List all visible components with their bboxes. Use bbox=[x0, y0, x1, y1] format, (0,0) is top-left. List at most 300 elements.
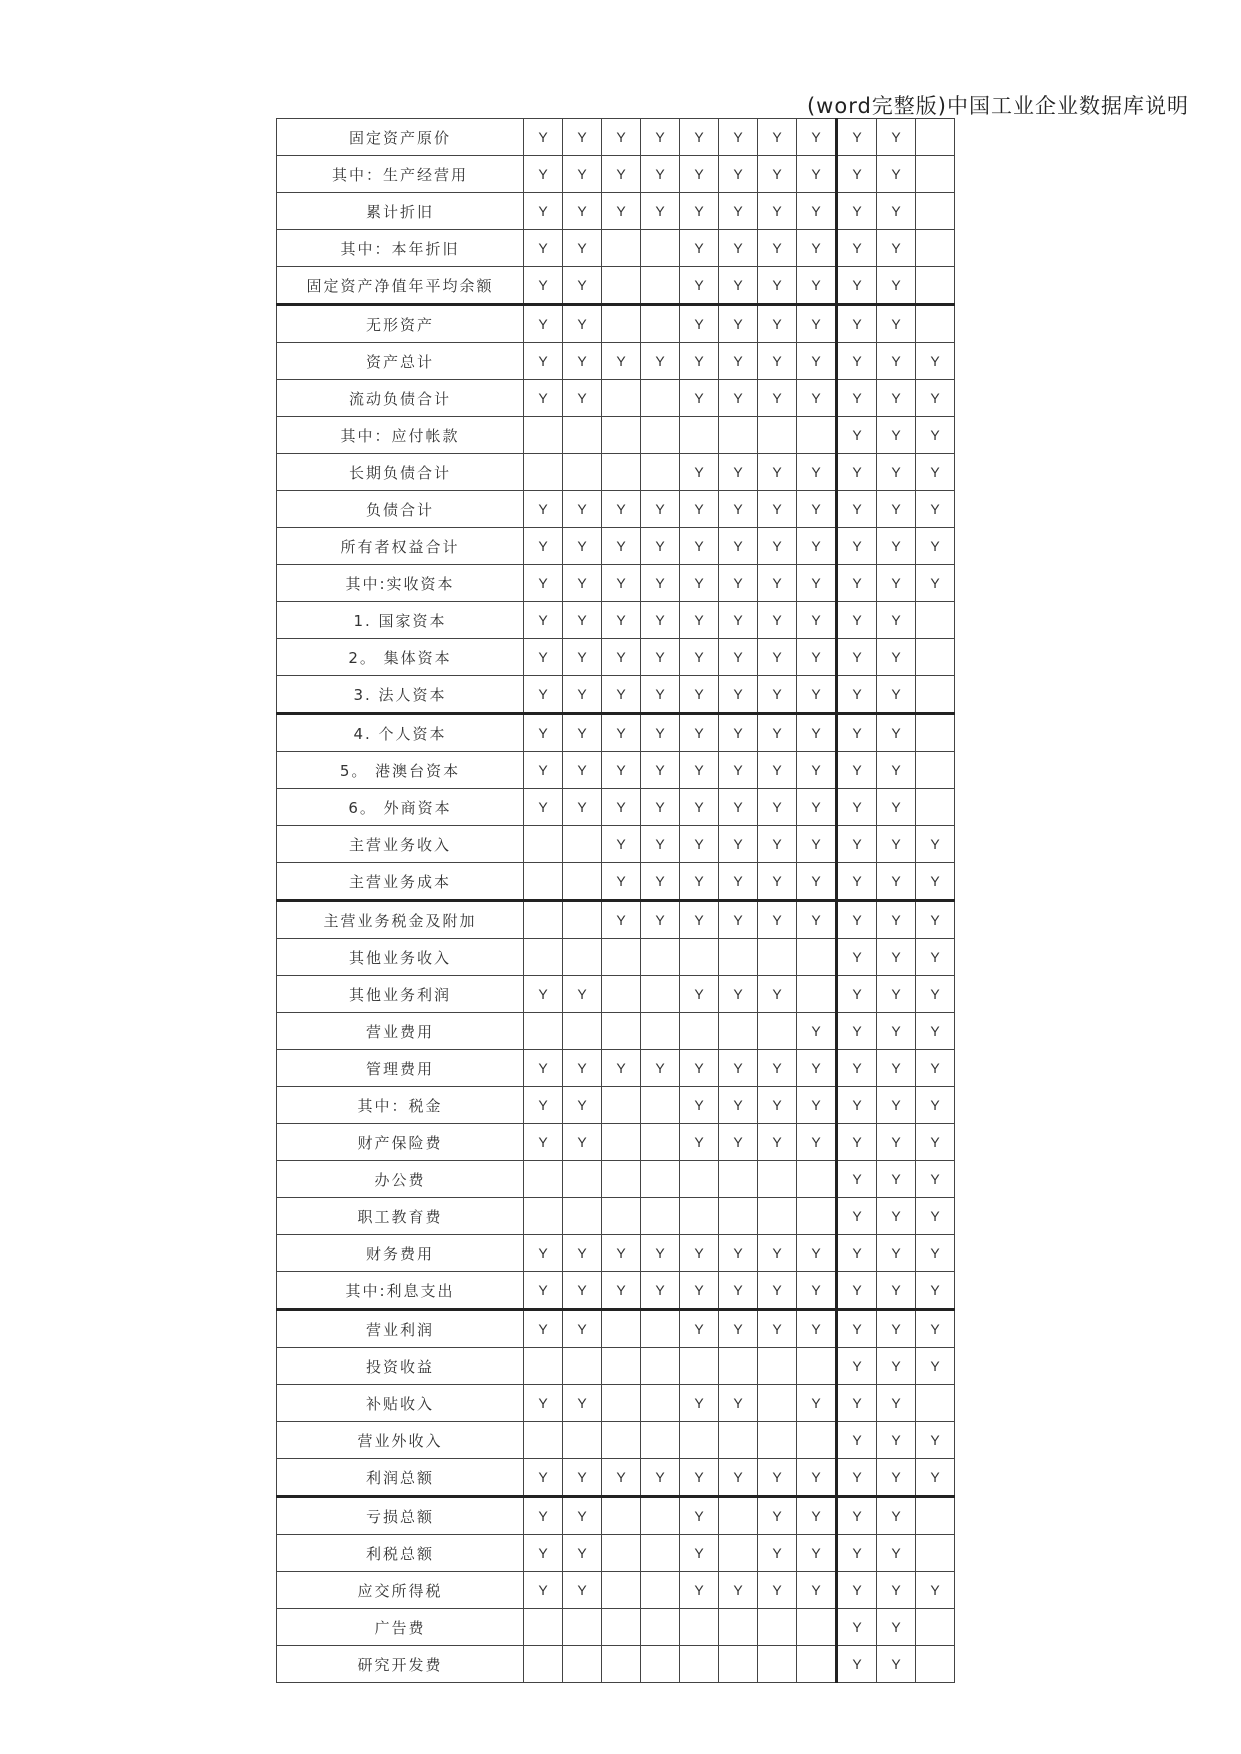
table-row bbox=[277, 528, 955, 565]
flag-cell bbox=[758, 1198, 797, 1235]
table-row bbox=[277, 156, 955, 193]
flag-cell bbox=[602, 1535, 641, 1572]
table-row bbox=[277, 1013, 955, 1050]
flag-cell bbox=[524, 1161, 563, 1198]
flag-cell: Y bbox=[680, 1572, 719, 1609]
flag-cell: Y bbox=[877, 1050, 916, 1087]
row-label: 研究开发费 bbox=[277, 1646, 524, 1683]
flag-cell: Y bbox=[877, 1087, 916, 1124]
flag-cell bbox=[641, 1124, 680, 1161]
flag-cell: Y bbox=[680, 1124, 719, 1161]
flag-cell bbox=[524, 1646, 563, 1683]
table-row bbox=[277, 1348, 955, 1385]
table-row bbox=[277, 676, 955, 714]
flag-cell: Y bbox=[837, 1310, 877, 1348]
flag-cell: Y bbox=[877, 863, 916, 901]
flag-cell: Y bbox=[680, 1087, 719, 1124]
flag-cell bbox=[758, 1609, 797, 1646]
flag-cell: Y bbox=[602, 901, 641, 939]
flag-cell: Y bbox=[916, 826, 955, 863]
flag-cell: Y bbox=[797, 1310, 837, 1348]
flag-cell: Y bbox=[719, 156, 758, 193]
row-label: 利税总额 bbox=[277, 1535, 524, 1572]
flag-cell: Y bbox=[877, 528, 916, 565]
flag-cell bbox=[602, 417, 641, 454]
flag-cell: Y bbox=[797, 343, 837, 380]
row-label: 其中:实收资本 bbox=[277, 565, 524, 602]
flag-cell: Y bbox=[563, 343, 602, 380]
flag-cell: Y bbox=[877, 343, 916, 380]
flag-cell bbox=[563, 454, 602, 491]
flag-cell: Y bbox=[524, 1535, 563, 1572]
flag-cell bbox=[916, 119, 955, 156]
flag-cell: Y bbox=[758, 826, 797, 863]
flag-cell bbox=[916, 1385, 955, 1422]
flag-cell: Y bbox=[563, 714, 602, 752]
row-label: 长期负债合计 bbox=[277, 454, 524, 491]
flag-cell bbox=[797, 1161, 837, 1198]
table-row bbox=[277, 1161, 955, 1198]
flag-cell: Y bbox=[877, 454, 916, 491]
flag-cell bbox=[563, 939, 602, 976]
flag-cell: Y bbox=[719, 1310, 758, 1348]
flag-cell: Y bbox=[797, 119, 837, 156]
flag-cell: Y bbox=[719, 380, 758, 417]
flag-cell: Y bbox=[563, 1310, 602, 1348]
flag-cell: Y bbox=[602, 1235, 641, 1272]
row-label: 办公费 bbox=[277, 1161, 524, 1198]
flag-cell bbox=[916, 789, 955, 826]
row-label: 广告费 bbox=[277, 1609, 524, 1646]
flag-cell bbox=[680, 1422, 719, 1459]
flag-cell: Y bbox=[837, 1161, 877, 1198]
flag-cell: Y bbox=[797, 676, 837, 714]
flag-cell: Y bbox=[602, 1050, 641, 1087]
flag-cell bbox=[524, 1013, 563, 1050]
flag-cell: Y bbox=[563, 976, 602, 1013]
flag-cell bbox=[641, 1198, 680, 1235]
flag-cell: Y bbox=[719, 119, 758, 156]
flag-cell: Y bbox=[641, 565, 680, 602]
flag-cell: Y bbox=[877, 1348, 916, 1385]
flag-cell: Y bbox=[797, 230, 837, 267]
table-row bbox=[277, 230, 955, 267]
table-row bbox=[277, 939, 955, 976]
flag-cell: Y bbox=[837, 1459, 877, 1497]
flag-cell: Y bbox=[680, 305, 719, 343]
flag-cell: Y bbox=[916, 454, 955, 491]
flag-cell bbox=[916, 752, 955, 789]
flag-cell bbox=[916, 1646, 955, 1683]
flag-cell: Y bbox=[524, 602, 563, 639]
flag-cell: Y bbox=[916, 901, 955, 939]
flag-cell: Y bbox=[524, 1087, 563, 1124]
flag-cell bbox=[641, 1535, 680, 1572]
flag-cell bbox=[602, 1572, 641, 1609]
flag-cell: Y bbox=[602, 343, 641, 380]
flag-cell: Y bbox=[524, 789, 563, 826]
flag-cell bbox=[641, 976, 680, 1013]
row-label: 利润总额 bbox=[277, 1459, 524, 1497]
row-label: 其中：应付帐款 bbox=[277, 417, 524, 454]
flag-cell bbox=[524, 939, 563, 976]
table-row bbox=[277, 417, 955, 454]
flag-cell: Y bbox=[837, 1272, 877, 1310]
flag-cell: Y bbox=[797, 1497, 837, 1535]
flag-cell: Y bbox=[837, 1497, 877, 1535]
flag-cell: Y bbox=[797, 1124, 837, 1161]
table-row bbox=[277, 1272, 955, 1310]
flag-cell: Y bbox=[680, 1310, 719, 1348]
flag-cell: Y bbox=[758, 565, 797, 602]
flag-cell: Y bbox=[797, 789, 837, 826]
flag-cell: Y bbox=[719, 752, 758, 789]
flag-cell: Y bbox=[524, 1459, 563, 1497]
flag-cell: Y bbox=[758, 602, 797, 639]
flag-cell: Y bbox=[719, 230, 758, 267]
flag-cell: Y bbox=[877, 1161, 916, 1198]
flag-cell: Y bbox=[916, 1572, 955, 1609]
flag-cell: Y bbox=[641, 752, 680, 789]
flag-cell: Y bbox=[641, 863, 680, 901]
flag-cell: Y bbox=[837, 1124, 877, 1161]
flag-cell: Y bbox=[563, 1087, 602, 1124]
flag-cell: Y bbox=[877, 1235, 916, 1272]
flag-cell bbox=[719, 1348, 758, 1385]
flag-cell: Y bbox=[758, 1310, 797, 1348]
flag-cell: Y bbox=[524, 1572, 563, 1609]
flag-cell bbox=[916, 602, 955, 639]
row-label: 累计折旧 bbox=[277, 193, 524, 230]
flag-cell bbox=[797, 976, 837, 1013]
flag-cell bbox=[563, 1161, 602, 1198]
flag-cell: Y bbox=[877, 565, 916, 602]
row-label: 1. 国家资本 bbox=[277, 602, 524, 639]
flag-cell bbox=[563, 901, 602, 939]
flag-cell: Y bbox=[797, 1050, 837, 1087]
flag-cell bbox=[719, 1013, 758, 1050]
flag-cell bbox=[680, 1348, 719, 1385]
flag-cell: Y bbox=[641, 901, 680, 939]
flag-cell: Y bbox=[524, 639, 563, 676]
table-row bbox=[277, 826, 955, 863]
flag-cell: Y bbox=[719, 602, 758, 639]
flag-cell: Y bbox=[877, 602, 916, 639]
flag-cell: Y bbox=[797, 1385, 837, 1422]
flag-cell bbox=[602, 1310, 641, 1348]
flag-cell: Y bbox=[641, 676, 680, 714]
table-row bbox=[277, 119, 955, 156]
flag-cell bbox=[641, 1609, 680, 1646]
flag-cell: Y bbox=[563, 1235, 602, 1272]
flag-cell bbox=[758, 1646, 797, 1683]
flag-cell: Y bbox=[916, 343, 955, 380]
flag-cell: Y bbox=[916, 565, 955, 602]
row-label: 6。 外商资本 bbox=[277, 789, 524, 826]
flag-cell bbox=[916, 1497, 955, 1535]
flag-cell: Y bbox=[837, 1385, 877, 1422]
flag-cell: Y bbox=[719, 1459, 758, 1497]
flag-cell: Y bbox=[719, 305, 758, 343]
flag-cell: Y bbox=[602, 491, 641, 528]
flag-cell: Y bbox=[524, 528, 563, 565]
flag-cell bbox=[602, 1348, 641, 1385]
flag-cell: Y bbox=[719, 454, 758, 491]
flag-cell: Y bbox=[916, 417, 955, 454]
flag-cell: Y bbox=[877, 976, 916, 1013]
row-label: 流动负债合计 bbox=[277, 380, 524, 417]
flag-cell: Y bbox=[719, 528, 758, 565]
row-label: 营业外收入 bbox=[277, 1422, 524, 1459]
flag-cell bbox=[916, 714, 955, 752]
flag-cell: Y bbox=[680, 676, 719, 714]
flag-cell bbox=[641, 305, 680, 343]
flag-cell bbox=[524, 1198, 563, 1235]
flag-cell: Y bbox=[602, 602, 641, 639]
flag-cell: Y bbox=[877, 789, 916, 826]
flag-cell: Y bbox=[877, 1272, 916, 1310]
flag-cell: Y bbox=[916, 1348, 955, 1385]
flag-cell: Y bbox=[680, 1535, 719, 1572]
flag-cell: Y bbox=[758, 714, 797, 752]
flag-cell bbox=[916, 1609, 955, 1646]
flag-cell: Y bbox=[837, 602, 877, 639]
flag-cell bbox=[524, 417, 563, 454]
row-label: 负债合计 bbox=[277, 491, 524, 528]
row-label: 3. 法人资本 bbox=[277, 676, 524, 714]
flag-cell: Y bbox=[524, 676, 563, 714]
flag-cell: Y bbox=[524, 230, 563, 267]
flag-cell: Y bbox=[916, 380, 955, 417]
flag-cell: Y bbox=[877, 826, 916, 863]
flag-cell: Y bbox=[916, 528, 955, 565]
flag-cell: Y bbox=[916, 1235, 955, 1272]
indicator-availability-table bbox=[276, 118, 955, 1683]
flag-cell bbox=[602, 454, 641, 491]
flag-cell bbox=[916, 230, 955, 267]
flag-cell bbox=[719, 1161, 758, 1198]
flag-cell: Y bbox=[563, 267, 602, 305]
flag-cell: Y bbox=[797, 863, 837, 901]
flag-cell: Y bbox=[680, 1235, 719, 1272]
flag-cell bbox=[524, 1348, 563, 1385]
flag-cell: Y bbox=[758, 676, 797, 714]
flag-cell: Y bbox=[758, 193, 797, 230]
flag-cell: Y bbox=[719, 1050, 758, 1087]
flag-cell: Y bbox=[837, 230, 877, 267]
flag-cell: Y bbox=[563, 1124, 602, 1161]
flag-cell: Y bbox=[680, 343, 719, 380]
flag-cell bbox=[719, 1422, 758, 1459]
table-row bbox=[277, 1310, 955, 1348]
flag-cell: Y bbox=[837, 676, 877, 714]
flag-cell: Y bbox=[563, 380, 602, 417]
flag-cell bbox=[680, 1198, 719, 1235]
flag-cell: Y bbox=[758, 1124, 797, 1161]
flag-cell: Y bbox=[797, 714, 837, 752]
flag-cell bbox=[916, 156, 955, 193]
flag-cell: Y bbox=[916, 863, 955, 901]
flag-cell: Y bbox=[877, 267, 916, 305]
flag-cell bbox=[680, 1609, 719, 1646]
flag-cell: Y bbox=[758, 454, 797, 491]
table-row bbox=[277, 343, 955, 380]
flag-cell: Y bbox=[877, 119, 916, 156]
flag-cell bbox=[797, 1348, 837, 1385]
flag-cell bbox=[680, 1161, 719, 1198]
flag-cell: Y bbox=[877, 901, 916, 939]
flag-cell: Y bbox=[758, 1572, 797, 1609]
flag-cell bbox=[797, 1646, 837, 1683]
flag-cell: Y bbox=[837, 1235, 877, 1272]
flag-cell: Y bbox=[563, 230, 602, 267]
flag-cell bbox=[524, 863, 563, 901]
flag-cell bbox=[602, 1646, 641, 1683]
flag-cell bbox=[602, 1609, 641, 1646]
flag-cell bbox=[563, 1013, 602, 1050]
table-row bbox=[277, 714, 955, 752]
row-label: 2。 集体资本 bbox=[277, 639, 524, 676]
flag-cell: Y bbox=[837, 417, 877, 454]
row-label: 亏损总额 bbox=[277, 1497, 524, 1535]
flag-cell: Y bbox=[524, 752, 563, 789]
flag-cell: Y bbox=[877, 1459, 916, 1497]
flag-cell: Y bbox=[602, 528, 641, 565]
flag-cell: Y bbox=[837, 976, 877, 1013]
row-label: 其中:利息支出 bbox=[277, 1272, 524, 1310]
table-row bbox=[277, 193, 955, 230]
table-body bbox=[277, 119, 955, 1683]
page-header-title: (word完整版)中国工业企业数据库说明 bbox=[806, 94, 1189, 118]
flag-cell bbox=[719, 1535, 758, 1572]
flag-cell: Y bbox=[719, 714, 758, 752]
flag-cell: Y bbox=[719, 343, 758, 380]
flag-cell: Y bbox=[680, 156, 719, 193]
row-label: 投资收益 bbox=[277, 1348, 524, 1385]
flag-cell: Y bbox=[877, 639, 916, 676]
flag-cell: Y bbox=[680, 267, 719, 305]
flag-cell bbox=[641, 1013, 680, 1050]
flag-cell bbox=[602, 1161, 641, 1198]
flag-cell: Y bbox=[524, 1124, 563, 1161]
flag-cell: Y bbox=[641, 1459, 680, 1497]
flag-cell: Y bbox=[524, 1050, 563, 1087]
flag-cell: Y bbox=[680, 789, 719, 826]
row-label: 营业费用 bbox=[277, 1013, 524, 1050]
flag-cell: Y bbox=[877, 1497, 916, 1535]
flag-cell: Y bbox=[641, 491, 680, 528]
flag-cell: Y bbox=[680, 901, 719, 939]
flag-cell: Y bbox=[916, 1124, 955, 1161]
flag-cell bbox=[758, 1422, 797, 1459]
flag-cell: Y bbox=[916, 976, 955, 1013]
flag-cell bbox=[797, 1609, 837, 1646]
flag-cell: Y bbox=[719, 639, 758, 676]
row-label: 所有者权益合计 bbox=[277, 528, 524, 565]
row-label: 职工教育费 bbox=[277, 1198, 524, 1235]
row-label: 固定资产原价 bbox=[277, 119, 524, 156]
flag-cell: Y bbox=[758, 1087, 797, 1124]
flag-cell: Y bbox=[680, 1497, 719, 1535]
flag-cell: Y bbox=[837, 863, 877, 901]
flag-cell: Y bbox=[797, 193, 837, 230]
flag-cell bbox=[758, 1348, 797, 1385]
flag-cell: Y bbox=[563, 305, 602, 343]
flag-cell: Y bbox=[797, 267, 837, 305]
flag-cell: Y bbox=[641, 789, 680, 826]
flag-cell: Y bbox=[758, 863, 797, 901]
flag-cell: Y bbox=[877, 1646, 916, 1683]
flag-cell bbox=[719, 1609, 758, 1646]
flag-cell bbox=[563, 1348, 602, 1385]
flag-cell bbox=[797, 417, 837, 454]
flag-cell: Y bbox=[524, 976, 563, 1013]
flag-cell: Y bbox=[680, 1459, 719, 1497]
flag-cell: Y bbox=[758, 343, 797, 380]
flag-cell: Y bbox=[563, 752, 602, 789]
flag-cell: Y bbox=[680, 752, 719, 789]
flag-cell: Y bbox=[758, 156, 797, 193]
flag-cell: Y bbox=[758, 1235, 797, 1272]
flag-cell: Y bbox=[524, 267, 563, 305]
flag-cell: Y bbox=[602, 565, 641, 602]
table-row bbox=[277, 1124, 955, 1161]
flag-cell bbox=[602, 1124, 641, 1161]
flag-cell bbox=[602, 976, 641, 1013]
flag-cell: Y bbox=[563, 1535, 602, 1572]
flag-cell: Y bbox=[602, 1459, 641, 1497]
flag-cell: Y bbox=[837, 565, 877, 602]
flag-cell: Y bbox=[877, 1572, 916, 1609]
flag-cell bbox=[758, 1161, 797, 1198]
flag-cell: Y bbox=[877, 193, 916, 230]
flag-cell: Y bbox=[680, 1050, 719, 1087]
flag-cell: Y bbox=[758, 1497, 797, 1535]
flag-cell: Y bbox=[680, 230, 719, 267]
flag-cell: Y bbox=[758, 305, 797, 343]
flag-cell: Y bbox=[797, 305, 837, 343]
flag-cell: Y bbox=[524, 305, 563, 343]
flag-cell: Y bbox=[602, 789, 641, 826]
table-row bbox=[277, 602, 955, 639]
flag-cell: Y bbox=[877, 939, 916, 976]
flag-cell: Y bbox=[719, 565, 758, 602]
flag-cell bbox=[602, 1087, 641, 1124]
row-label: 其中：税金 bbox=[277, 1087, 524, 1124]
flag-cell: Y bbox=[641, 119, 680, 156]
flag-cell: Y bbox=[680, 491, 719, 528]
flag-cell: Y bbox=[877, 752, 916, 789]
flag-cell: Y bbox=[837, 1646, 877, 1683]
table-row bbox=[277, 1087, 955, 1124]
flag-cell: Y bbox=[602, 156, 641, 193]
flag-cell: Y bbox=[758, 1272, 797, 1310]
flag-cell: Y bbox=[877, 1310, 916, 1348]
flag-cell bbox=[758, 1385, 797, 1422]
row-label: 补贴收入 bbox=[277, 1385, 524, 1422]
flag-cell: Y bbox=[524, 156, 563, 193]
row-label: 其他业务利润 bbox=[277, 976, 524, 1013]
flag-cell bbox=[916, 193, 955, 230]
flag-cell: Y bbox=[877, 1422, 916, 1459]
table-row bbox=[277, 1572, 955, 1609]
flag-cell: Y bbox=[758, 752, 797, 789]
flag-cell: Y bbox=[758, 639, 797, 676]
flag-cell: Y bbox=[719, 1272, 758, 1310]
flag-cell bbox=[641, 1646, 680, 1683]
flag-cell bbox=[797, 1422, 837, 1459]
flag-cell: Y bbox=[563, 1572, 602, 1609]
